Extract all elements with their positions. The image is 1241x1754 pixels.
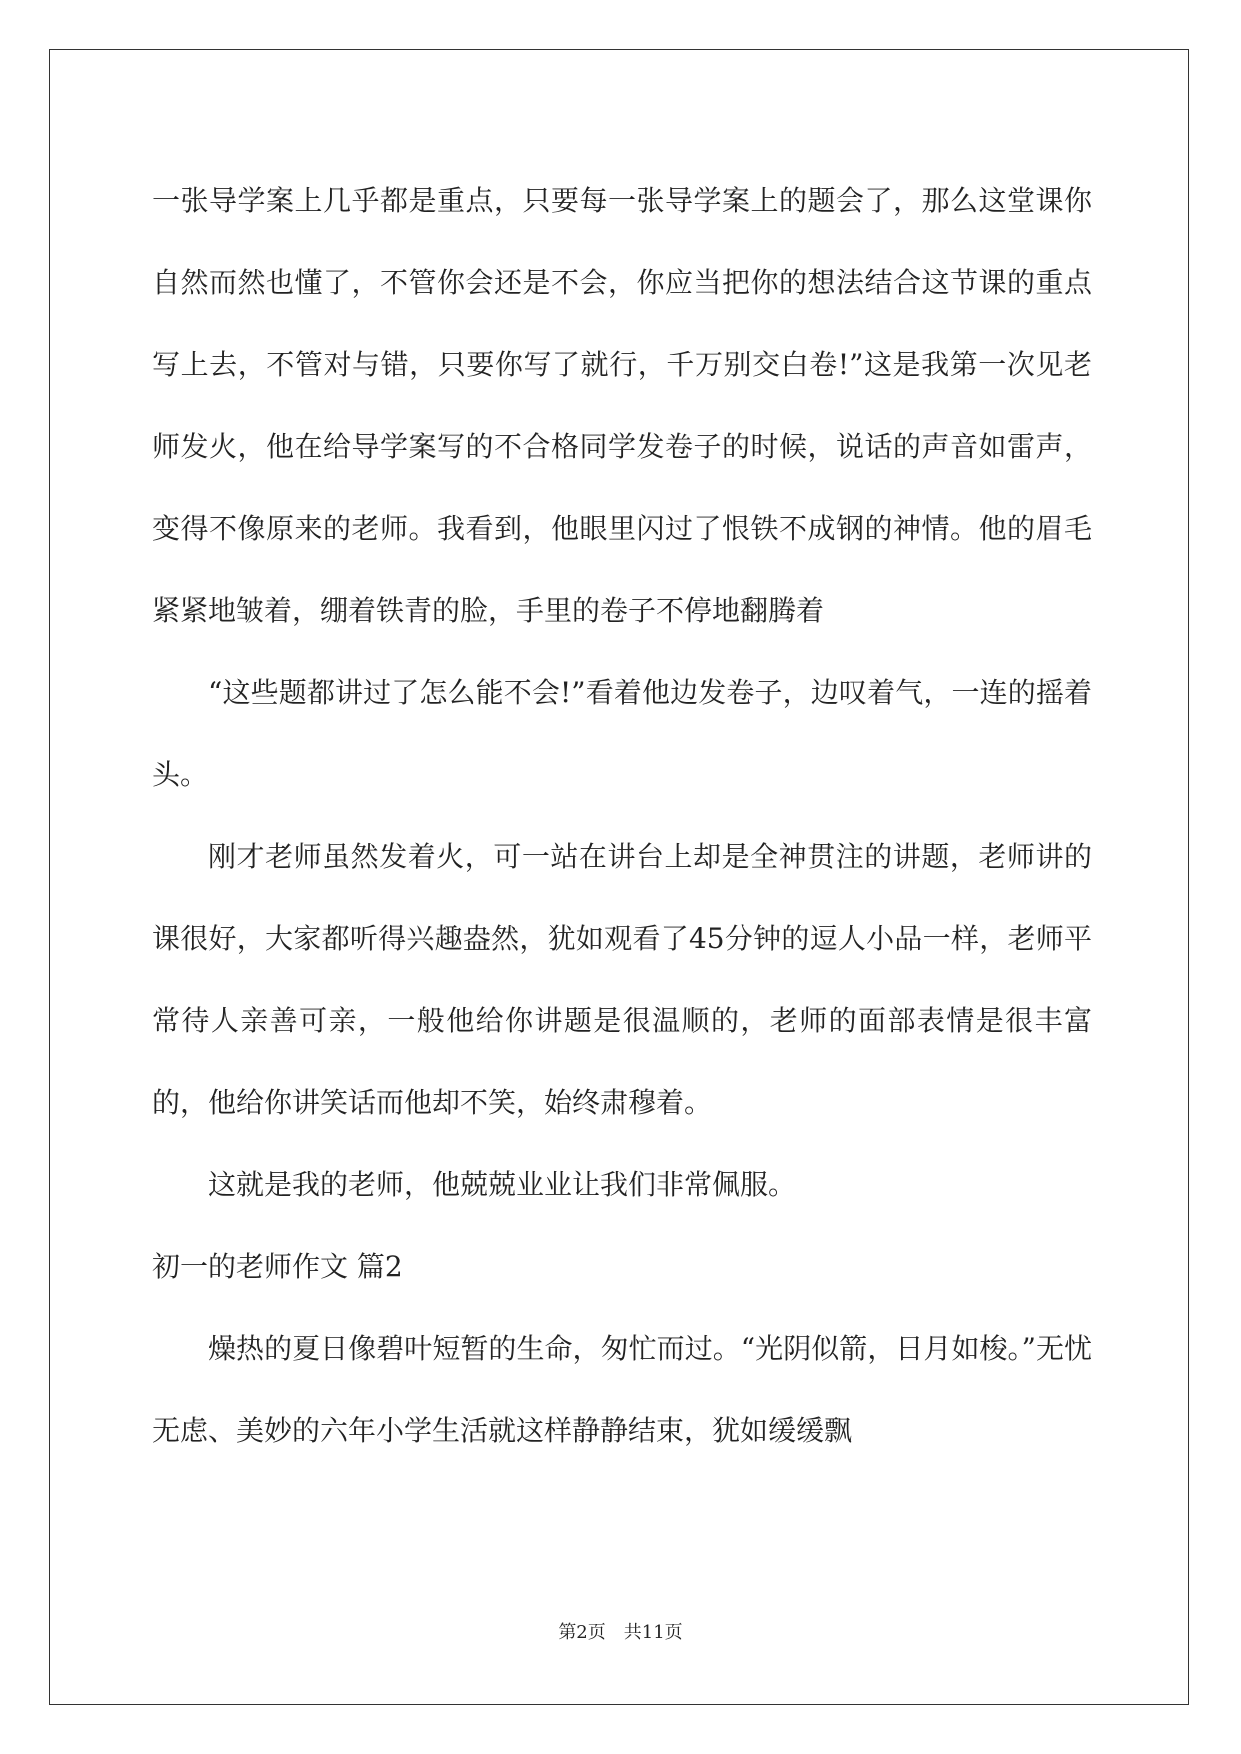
page-footer: 第2页 共11页: [558, 1622, 683, 1643]
paragraph: 这就是我的老师，他兢兢业业让我们非常佩服。: [208, 1168, 797, 1201]
section-heading: 初一的老师作文 篇2: [152, 1250, 403, 1283]
paragraph: 燥热的夏日像碧叶短暂的生命，匆忙而过。“光阴似箭，日月如梭。”无忧无虑、美妙的六年小学生活就这样静静结束，犹如缓缓飘: [152, 1332, 1092, 1447]
paragraph: 刚才老师虽然发着火，可一站在讲台上却是全神贯注的讲题，老师讲的课很好，大家都听得兴趣盎然，犹如观看了45分钟的逗人小品一样，老师平常待人亲善可亲，一般他给你讲题是很温顺的，老师的面部表情是很丰富的，他给你讲笑话而他却不笑，始终肃穆着。: [152, 840, 1092, 1119]
paragraph: “这些题都讲过了怎么能不会!”看着他边发卷子，边叹着气，一连的摇着头。: [152, 676, 1092, 791]
document-body: [152, 160, 1092, 1472]
paragraph-continuation: 一张导学案上几乎都是重点，只要每一张导学案上的题会了，那么这堂课你自然而然也懂了，不管你会还是不会，你应当把你的想法结合这节课的重点写上去，不管对与错，只要你写了就行，千万别交白卷!”这是我第一次见老师发火，他在给导学案写的不合格同学发卷子的时候，说话的声音如雷声，变得不像原来的老师。我看到，他眼里闪过了恨铁不成钢的神情。他的眉毛紧紧地皱着，绷着铁青的脸，手里的卷子不停地翻腾着: [152, 184, 1092, 627]
